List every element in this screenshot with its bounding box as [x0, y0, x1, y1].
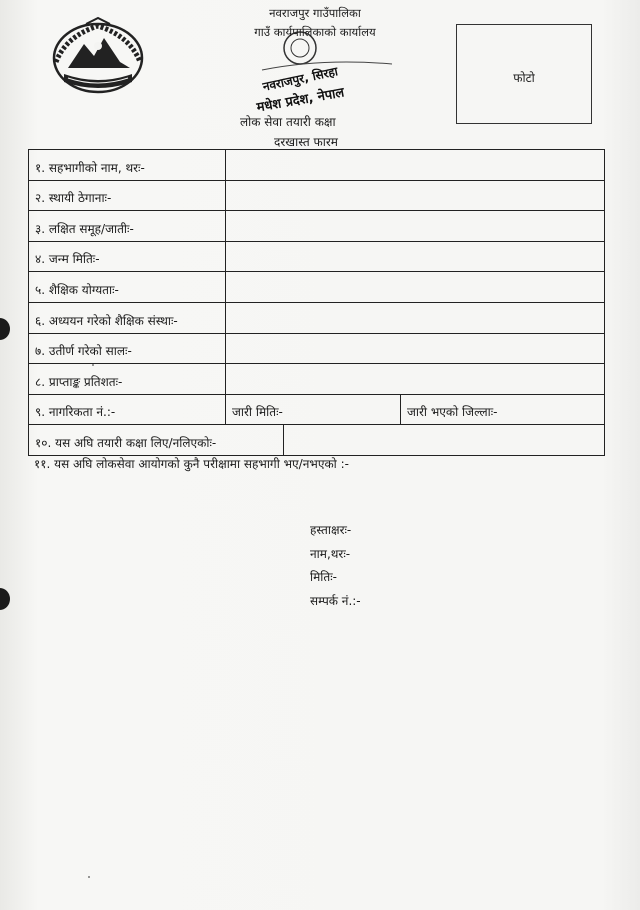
signature-contact-label: सम्पर्क नं.:- [310, 593, 361, 608]
form-row-prior-class [29, 425, 604, 455]
form-row-citizenship [29, 395, 604, 426]
field-label-pass-year: ७. उतीर्ण गरेको सालः- [29, 334, 226, 364]
photo-box[interactable] [456, 24, 592, 124]
field-label-qualification: ५. शैक्षिक योग्यताः- [29, 272, 226, 302]
signature-block [310, 519, 361, 613]
paper-speck [88, 876, 90, 878]
field-input-target-group[interactable] [226, 211, 604, 241]
field-input-qualification[interactable] [226, 272, 604, 302]
signature-name-label: नाम,थरः- [310, 546, 351, 561]
office-header [210, 4, 420, 42]
form-row-institution [29, 303, 604, 334]
form-row-target-group [29, 211, 604, 242]
field-input-percentage[interactable] [226, 364, 604, 394]
field-input-pass-year[interactable] [226, 334, 604, 364]
field-input-address[interactable] [226, 181, 604, 211]
field-label-citizenship-no: ९. नागरिकता नं.:- [29, 395, 226, 425]
field-input-birth-date[interactable] [226, 242, 604, 272]
application-form-table [28, 149, 605, 456]
field-issue-district[interactable]: जारी भएको जिल्लाः- [407, 405, 498, 420]
signature-date-label: मितिः- [310, 570, 337, 584]
field-label-percentage: ८. प्राप्ताङ्क प्रतिशतः- [29, 364, 226, 394]
punch-hole [0, 588, 10, 610]
form-row-name [29, 150, 604, 181]
field-input-name[interactable] [226, 150, 604, 180]
form-row-pass-year [29, 334, 604, 365]
punch-hole [0, 318, 10, 340]
photo-label: फोटो [513, 71, 535, 85]
field-input-institution[interactable] [226, 303, 604, 333]
paper-speck [92, 364, 94, 366]
form-title: दरखास्त फारम [274, 135, 338, 149]
form-row-percentage [29, 364, 604, 395]
field-input-prior-class[interactable] [284, 425, 604, 455]
municipality-name: नवराजपुर गाउँपालिका [269, 6, 361, 20]
form-row-address [29, 181, 604, 212]
form-row-birth-date [29, 242, 604, 273]
office-name: गाउँ कार्यपालिकाको कार्यालय [254, 25, 376, 39]
field-issue-date[interactable]: जारी मितिः- [226, 395, 401, 425]
field-label-institution: ६. अध्ययन गरेको शैक्षिक संस्थाः- [29, 303, 226, 333]
field-label-target-group: ३. लक्षित समूह/जातीः- [29, 211, 226, 241]
form-row-qualification [29, 272, 604, 303]
stamp-province-line: मधेश प्रदेश, नेपाल [255, 85, 346, 116]
nepal-emblem-icon [46, 16, 150, 98]
field-label-prior-class: १०. यस अघि तयारी कक्षा लिए/नलिएकोः- [29, 425, 284, 455]
field-label-birth-date: ४. जन्म मितिः- [29, 242, 226, 272]
field-label-address: २. स्थायी ठेगानाः- [29, 181, 226, 211]
course-title: लोक सेवा तयारी कक्षा [240, 115, 336, 129]
field-label-prior-exam: ११. यस अघि लोकसेवा आयोगको कुनै परीक्षामा सहभागी भए/नभएको :- [34, 457, 349, 471]
signature-label: हस्ताक्षरः- [310, 523, 352, 537]
stamp-address-line: नवराजपुर, सिरहा [261, 64, 340, 94]
field-label-name: १. सहभागीको नाम, थरः- [29, 150, 226, 180]
